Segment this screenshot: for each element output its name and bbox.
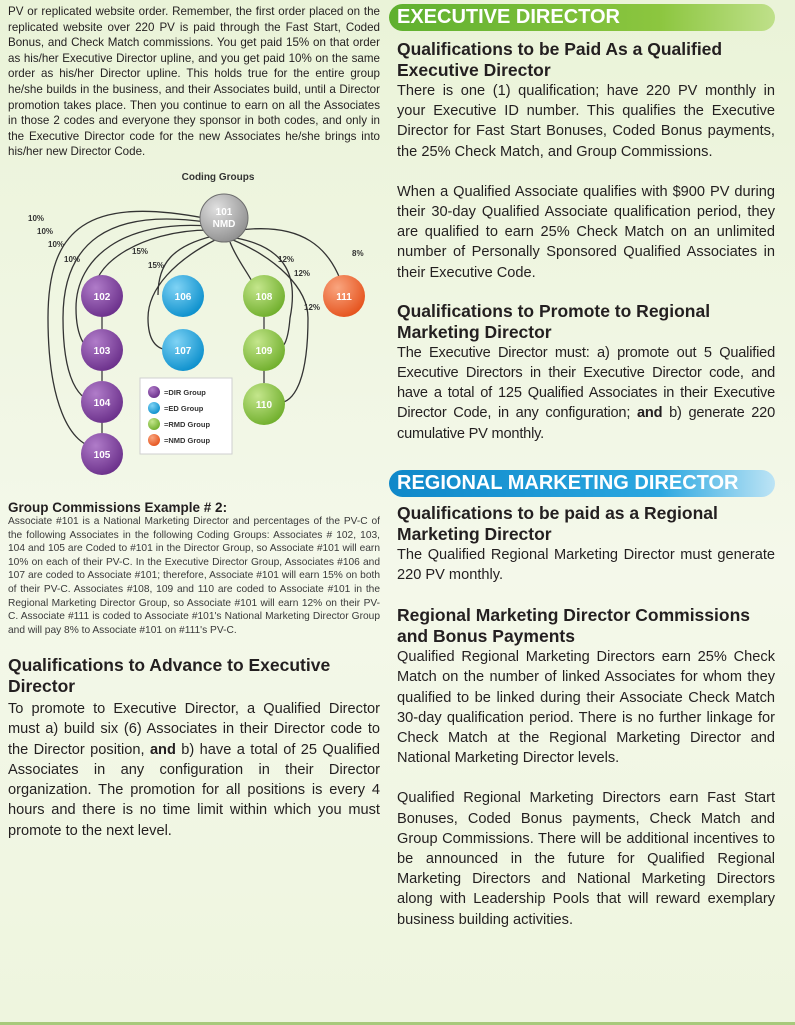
svg-text:106: 106 — [174, 291, 192, 303]
right-column — [397, 4, 775, 930]
svg-text:107: 107 — [174, 345, 192, 357]
percent-label: 12% — [304, 302, 321, 312]
percent-label: 15% — [148, 260, 165, 270]
intro-paragraph: PV or replicated website order. Remember, the first order placed on the replicated website over 220 PV is paid through the Fast Start, Coded Bonus, and Check Match commissions. You get paid 15% on that order as his/her Executive Director upline, and you get paid 10% on the same order as his/her Director upline. This holds true for the entire group he/she builds in the business, and their Associates build, until a Director promotion takes place. Then you continue to earn on all the Associates in those 2 codes and everyone they sponsor in both codes, and only in the Executive Director code for the new Associates he/she brings into his/her new Director Code. — [8, 5, 380, 159]
percent-label: 10% — [28, 213, 45, 223]
percent-label: 12% — [278, 254, 295, 264]
rmd-promote-text-part2: b) generate 220 cumulative PV monthly. — [397, 405, 775, 442]
svg-text:104: 104 — [93, 397, 111, 409]
percent-label: 8% — [352, 248, 364, 258]
node-102 — [81, 275, 123, 317]
legend-dir: =DIR Group — [164, 387, 206, 397]
diagram-legend — [140, 378, 232, 454]
node-106 — [162, 275, 204, 317]
legend-rmd: =RMD Group — [164, 419, 211, 429]
advance-and: and — [149, 741, 176, 758]
advance-heading: Qualifications to Advance to Executive Director — [8, 655, 331, 697]
example-heading: Group Commissions Example # 2: — [8, 499, 228, 515]
svg-text:111: 111 — [336, 291, 352, 303]
legend-nmd: =NMD Group — [164, 435, 211, 445]
node-109 — [243, 329, 285, 371]
example-text: Associate #101 is a National Marketing Director and percentages of the PV-C of the following Associates in the following Coding Groups: Associates # 102, 103, 104 and 105 are Coded to #101 in the Director Group, so Associate #101 will earn 10% on each of their PV-C. In the Executive Director Group, Associates #106 and 107 are coded to Associate #101; therefore, Associate #101 will earn 15% on both of their PV-C. Associates #108, 109 and 110 are coded to Associate #101 in the Regional Marketing Director Group, so Associate #101 will earn 12% on their PV-C. Associate #111 is coded to Associate #101's National Marketing Director Group and will pay 8% to Associate #101 on #111's PV-C. — [8, 515, 380, 636]
advance-text-part1: To promote to Executive Director, a Qualified Director must a) build six (6) Associates in their Director code to the Director position, — [8, 701, 380, 758]
svg-text:102: 102 — [93, 291, 111, 303]
left-column — [8, 4, 380, 841]
svg-text:NMD: NMD — [212, 218, 236, 230]
svg-text:108: 108 — [255, 291, 273, 303]
rmd-promote-text — [397, 343, 775, 444]
percent-label: 12% — [294, 268, 311, 278]
node-108 — [243, 275, 285, 317]
svg-text:103: 103 — [93, 345, 111, 357]
legend-ed: =ED Group — [164, 403, 204, 413]
svg-text:109: 109 — [255, 345, 273, 357]
percent-label: 10% — [64, 254, 81, 264]
node-105 — [81, 433, 123, 475]
rmd-fast-start-text: Qualified Regional Marketing Directors earn Fast Start Bonuses, Coded Bonus payments, Check Match and Group Commissions. There will be additional incentives to be announced in the future for Qualified Regional Marketing Directors and National Marketing Directors along with Leadership Pools that will reward exemplary business building activities. — [397, 790, 775, 928]
svg-text:101: 101 — [215, 206, 233, 218]
ed-paid-text: There is one (1) qualification; have 220 PV monthly in your Executive ID number. This qualifies the Executive Director for Fast Start Bonuses, Coded Bonus payments, the 25% Check Match, and Group Commissions. — [397, 83, 775, 160]
percent-label: 15% — [132, 246, 149, 256]
ed-paid-heading: Qualifications to be Paid As a Qualified Executive Director — [397, 39, 723, 80]
node-111 — [323, 275, 365, 317]
banner-executive-director: EXECUTIVE DIRECTOR — [389, 4, 775, 31]
advance-text — [8, 699, 380, 840]
node-101 — [200, 194, 248, 242]
rmd-commissions-heading: Regional Marketing Director Commissions and Bonus Payments — [397, 605, 750, 647]
node-103 — [81, 329, 123, 371]
svg-text:110: 110 — [255, 399, 273, 411]
rmd-promote-heading: Qualifications to Promote to Regional Marketing Director — [397, 300, 711, 342]
ed-match-text: When a Qualified Associate qualifies with $900 PV during their 30-day Qualified Associate qualification period, they are qualified to earn 25% Check Match on an unlimited number of Personally Sponsored Qualified Associates in their Executive Code. — [397, 183, 775, 281]
rmd-commissions-text: Qualified Regional Marketing Directors earn 25% Check Match on the number of linked Associates for whom they qualified to be linked during their Associate Check Match 30-day qualification period. There is no further linkage for Check Match at the Regional Marketing Director and National Marketing Director levels. — [397, 649, 775, 767]
percent-label: 10% — [37, 226, 54, 236]
rmd-promote-and: and — [636, 405, 663, 422]
percent-label: 10% — [48, 239, 65, 249]
diagram-title: Coding Groups — [181, 171, 255, 183]
rmd-paid-heading: Qualifications to be paid as a Regional Marketing Director — [397, 502, 718, 544]
node-107 — [162, 329, 204, 371]
coding-groups-diagram — [8, 168, 380, 486]
rmd-paid-text: The Qualified Regional Marketing Director must generate 220 PV monthly. — [397, 546, 775, 584]
svg-text:105: 105 — [93, 449, 111, 461]
advance-text-part2: b) have a total of 25 Qualified Associates in any configuration in their Director organization. The promotion for all positions is every 4 hours and there is no time limit within which you must promote to the next level. — [8, 741, 381, 839]
node-110 — [243, 383, 285, 425]
rmd-promote-text-part1: The Executive Director must: a) promote out 5 Qualified Executive Directors in their Executive Director code, and have a total of 125 Qualified Associates in their Executive Director Code, in any configuration; — [397, 344, 775, 422]
node-104 — [81, 381, 123, 423]
banner-regional-marketing-director: REGIONAL MARKETING DIRECTOR — [389, 470, 775, 497]
